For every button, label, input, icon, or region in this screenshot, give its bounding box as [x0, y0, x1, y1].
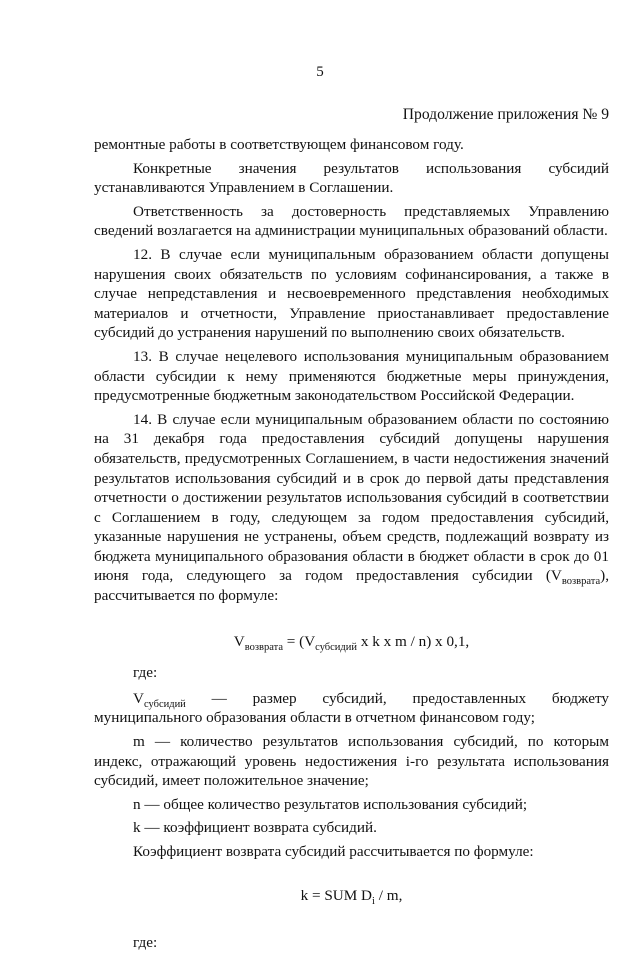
formula-k-main: k = SUM D	[300, 886, 373, 904]
def-subscript: субсидий	[143, 698, 186, 710]
formula-v-return	[94, 632, 609, 652]
clause-14-tail: ), рассчитывается по формуле:	[94, 567, 609, 605]
paragraph: ремонтные работы в соответствующем финансовом году.	[94, 136, 464, 153]
paragraph: Конкретные значения результатов использования субсидий устанавливаются Управлением в Соглашении.	[94, 159, 609, 197]
formula-lhs: V	[233, 632, 245, 650]
paragraph-clause-12: 12. В случае если муниципальным образованием области допущены нарушения своих обязательств по условиям софинансирования, а также в случае непредставления и несвоевременного представления необходимых материалов и отчетности, Управление приостанавливает предоставление субсидий до устранения нарушений по выполнению своих обязательств.	[94, 245, 609, 342]
appendix-header: Продолжение приложения № 9	[402, 106, 609, 123]
formula-k	[94, 886, 609, 906]
document-body	[94, 135, 609, 959]
where-label: где:	[133, 664, 158, 682]
def-text: — размер субсидий, предоставленных бюджету муниципального образования области в отчетном финансовом году;	[94, 689, 609, 727]
definition-v-subsidies	[94, 689, 609, 728]
where-label-2: где:	[133, 934, 158, 952]
page-number: 5	[316, 64, 324, 80]
formula-rhs: x k x m / n) x 0,1,	[357, 632, 470, 650]
definition-m: m — количество результатов использования субсидий, по которым индекс, отражающий уровень недостижения i-го результата использования субсидий, имеет положительное значение;	[94, 733, 609, 790]
formula-k-subscript: i	[372, 895, 375, 907]
definition-n: n — общее количество результатов использования субсидий;	[133, 795, 528, 813]
def-symbol: V	[133, 689, 144, 707]
paragraph-clause-13: 13. В случае нецелевого использования муниципальным образованием области субсидии к нему применяются бюджетные меры принуждения, предусмотренные бюджетным законодательством Российской Федерации.	[94, 347, 609, 405]
formula-mid-subscript: субсидий	[315, 641, 358, 653]
formula-mid: = (V	[282, 632, 316, 650]
clause-14-text: 14. В случае если муниципальным образованием области по состоянию на 31 декабря года предоставления субсидий допущены нарушения обязательств, предусмотренных Соглашением, в части недостижения значений результатов использования субсидий и в срок до первой даты представления отчетности о достижении результатов использования субсидий в соответствии с Соглашением в году, следующем за годом предоставления субсидий, указанные нарушения не устранены, объем средств, подлежащий возврату из бюджета муниципального образования области в бюджет области в срок до 01 июня года, следующего за годом предоставления субсидии (V	[94, 410, 609, 585]
coefficient-intro: Коэффициент возврата субсидий рассчитывается по формуле:	[133, 843, 534, 860]
subscript: возврата	[561, 576, 601, 588]
formula-lhs-subscript: возврата	[244, 641, 283, 653]
paragraph: Ответственность за достоверность представляемых Управлению сведений возлагается на администрации муниципальных образований области.	[94, 202, 609, 240]
formula-k-tail: / m,	[374, 886, 403, 904]
definition-k: k — коэффициент возврата субсидий.	[133, 819, 377, 837]
paragraph-clause-14	[94, 410, 609, 606]
